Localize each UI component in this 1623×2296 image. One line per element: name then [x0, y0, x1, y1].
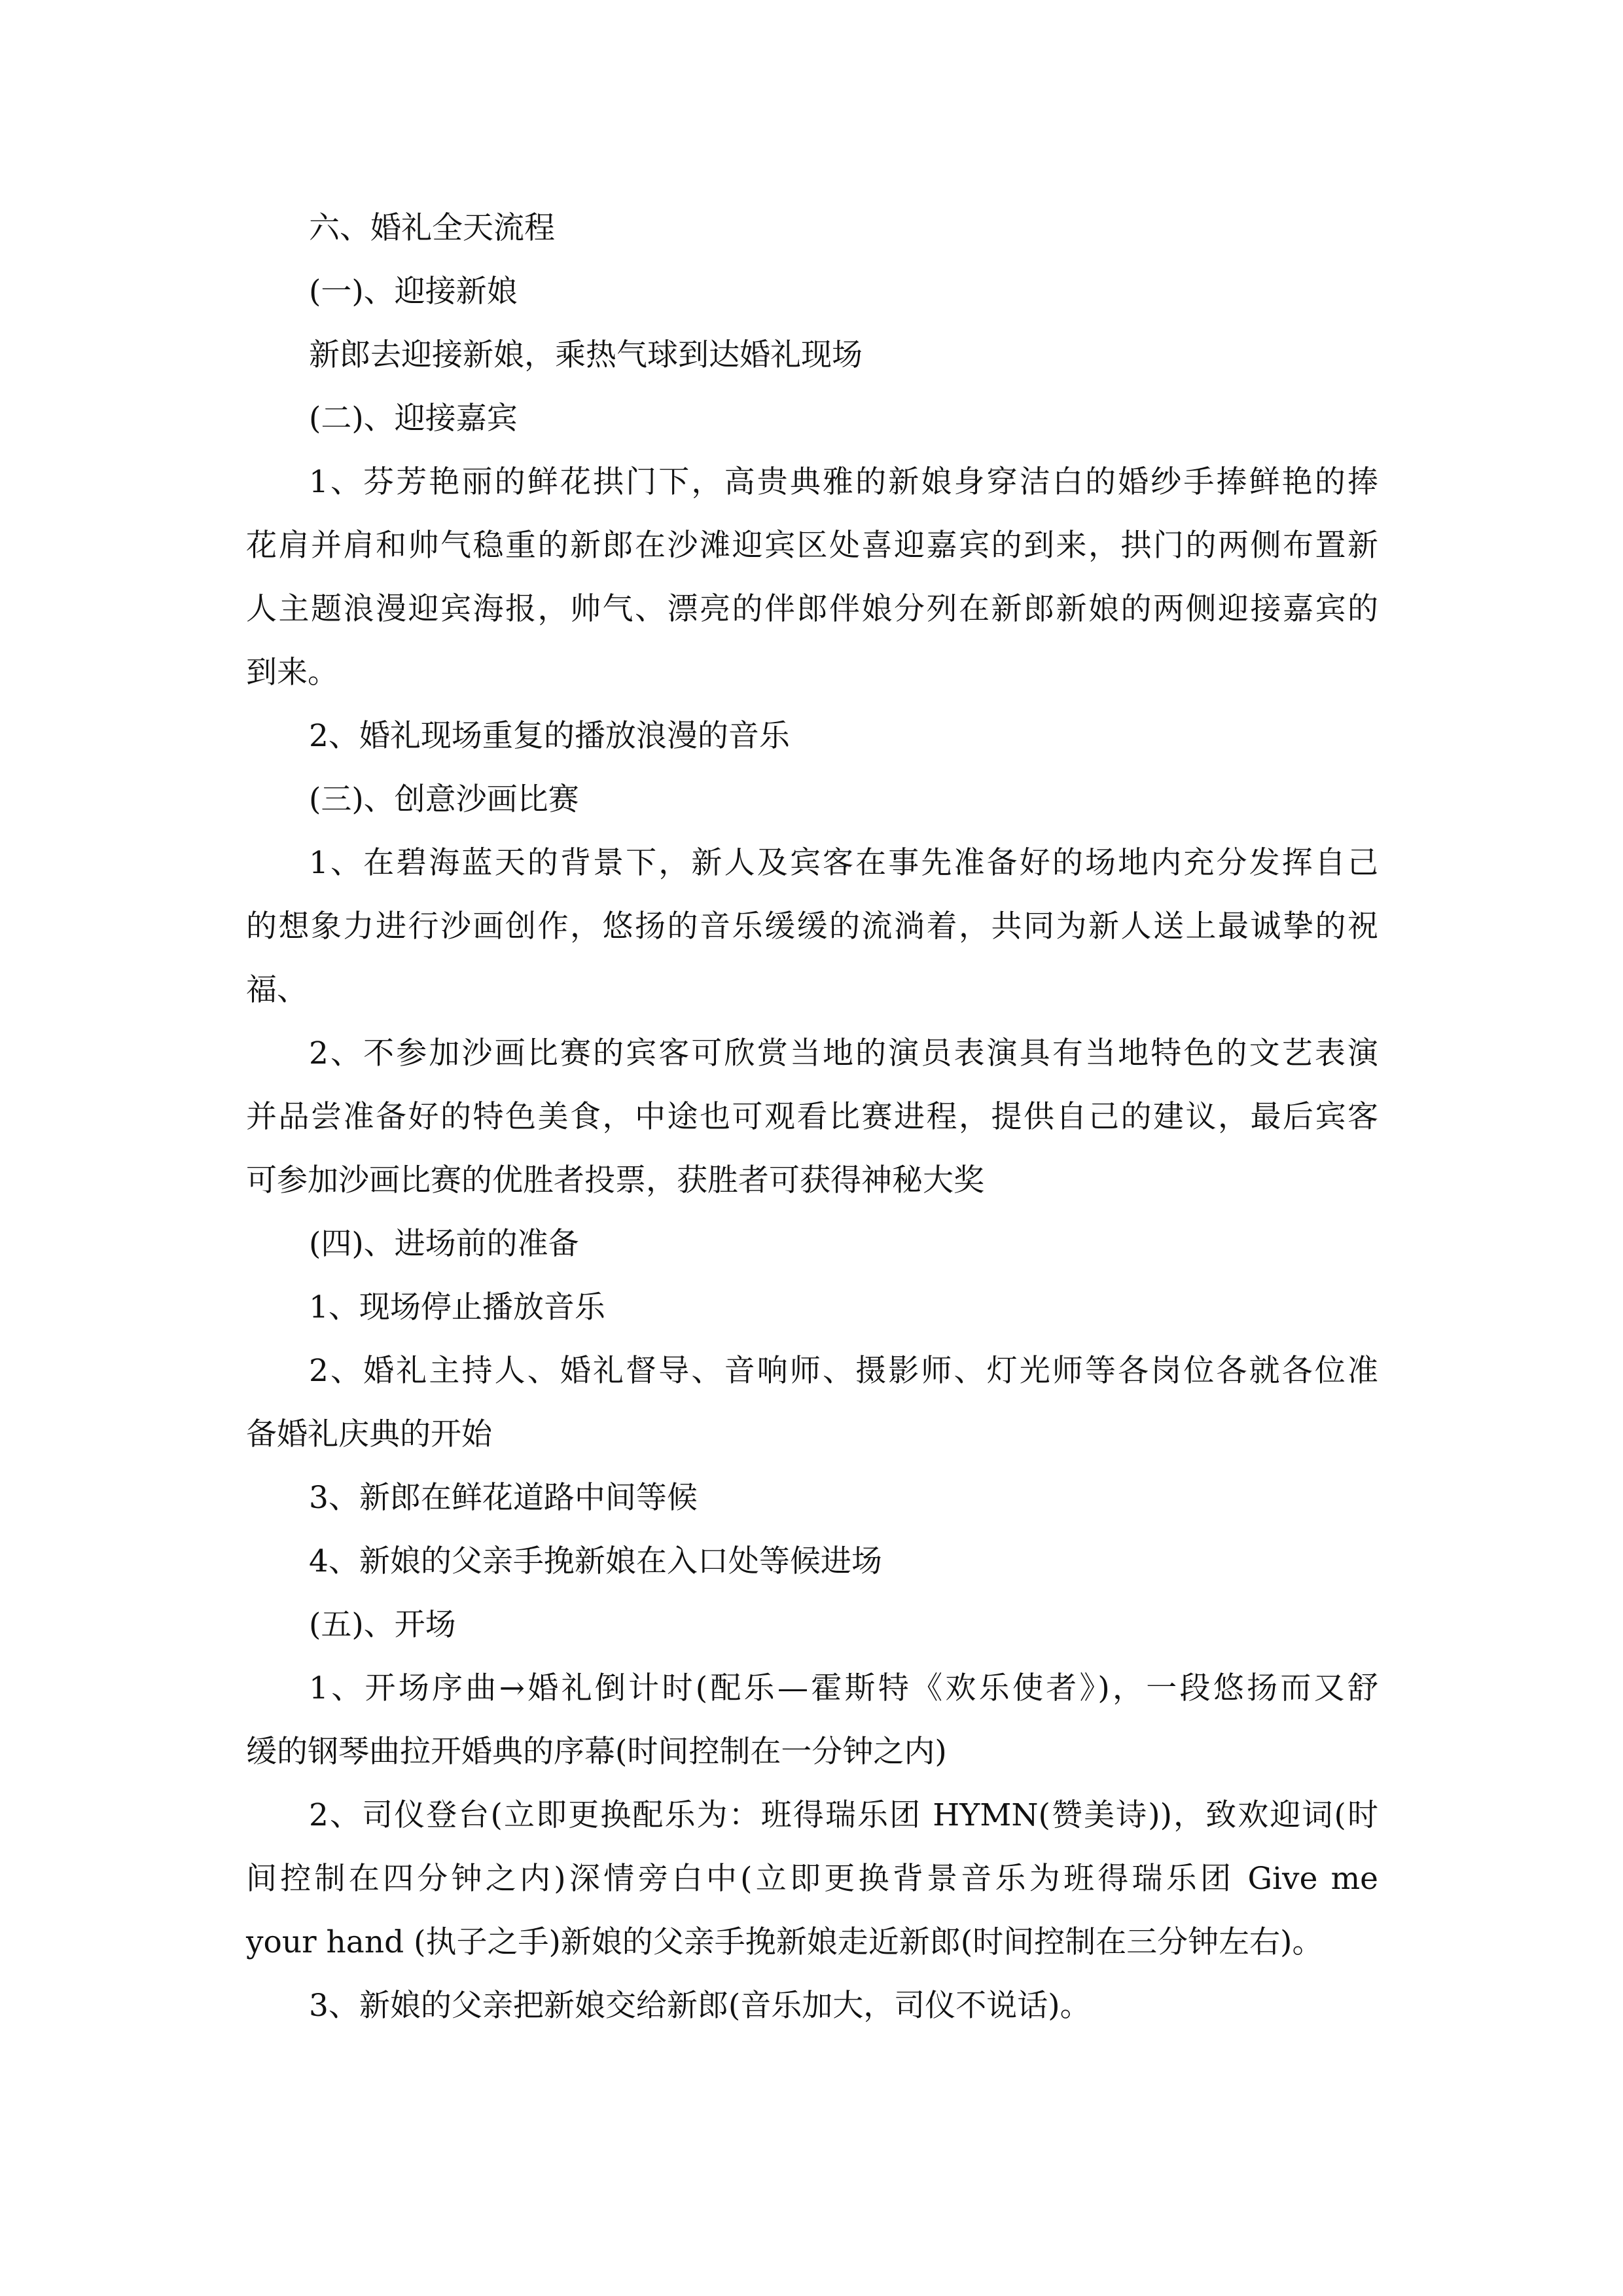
paragraph-line: 1、开场序曲→婚礼倒计时(配乐—霍斯特《欢乐使者》)，一段悠扬而又舒: [309, 1670, 1378, 1706]
paragraph-line: 间控制在四分钟之内)深情旁白中(立即更换背景音乐为班得瑞乐团 Give me: [246, 1861, 1378, 1897]
document-body: [246, 196, 1378, 2037]
paragraph-line: 2、婚礼主持人、婚礼督导、音响师、摄影师、灯光师等各岗位各就各位准: [309, 1353, 1378, 1389]
paragraph-line: 备婚礼庆典的开始: [246, 1416, 492, 1452]
paragraph: 1、现场停止播放音乐: [309, 1289, 605, 1325]
paragraph-line: 并品尝准备好的特色美食，中途也可观看比赛进程，提供自己的建议，最后宾客: [246, 1099, 1378, 1135]
paragraph-line: 的想象力进行沙画创作，悠扬的音乐缓缓的流淌着，共同为新人送上最诚挚的祝: [246, 908, 1378, 944]
subsection-title: (四)、进场前的准备: [309, 1226, 579, 1262]
paragraph-line: 福、: [246, 972, 308, 1008]
paragraph: 新郎去迎接新娘，乘热气球到达婚礼现场: [309, 337, 863, 373]
paragraph-line: 花肩并肩和帅气稳重的新郎在沙滩迎宾区处喜迎嘉宾的到来，拱门的两侧布置新: [246, 528, 1378, 564]
subsection-title: (三)、创意沙画比赛: [309, 781, 579, 817]
subsection-title: (二)、迎接嘉宾: [309, 401, 518, 437]
paragraph-line: 缓的钢琴曲拉开婚典的序幕(时间控制在一分钟之内): [246, 1734, 947, 1770]
paragraph-line: your hand (执子之手)新娘的父亲手挽新娘走近新郎(时间控制在三分钟左右)。: [246, 1924, 1323, 1960]
paragraph: 2、婚礼现场重复的播放浪漫的音乐: [309, 718, 790, 754]
paragraph-line: 2、不参加沙画比赛的宾客可欣赏当地的演员表演具有当地特色的文艺表演: [309, 1035, 1378, 1071]
paragraph-line: 可参加沙画比赛的优胜者投票，获胜者可获得神秘大奖: [246, 1162, 984, 1198]
section-heading: 六、婚礼全天流程: [309, 210, 555, 246]
paragraph-line: 1、芬芳艳丽的鲜花拱门下，高贵典雅的新娘身穿洁白的婚纱手捧鲜艳的捧: [309, 464, 1378, 500]
subsection-title: (一)、迎接新娘: [309, 274, 518, 310]
paragraph: 4、新娘的父亲手挽新娘在入口处等候进场: [309, 1543, 882, 1579]
subsection-title: (五)、开场: [309, 1607, 456, 1643]
paragraph-line: 人主题浪漫迎宾海报，帅气、漂亮的伴郎伴娘分列在新郎新娘的两侧迎接嘉宾的: [246, 591, 1378, 627]
paragraph: 3、新郎在鲜花道路中间等候: [309, 1480, 698, 1516]
paragraph-line: 2、司仪登台(立即更换配乐为：班得瑞乐团 HYMN(赞美诗))，致欢迎词(时: [309, 1797, 1378, 1833]
paragraph-line: 到来。: [246, 655, 338, 691]
paragraph-line: 1、在碧海蓝天的背景下，新人及宾客在事先准备好的场地内充分发挥自己: [309, 845, 1378, 881]
paragraph: 3、新娘的父亲把新娘交给新郎(音乐加大，司仪不说话)。: [309, 1988, 1091, 2024]
